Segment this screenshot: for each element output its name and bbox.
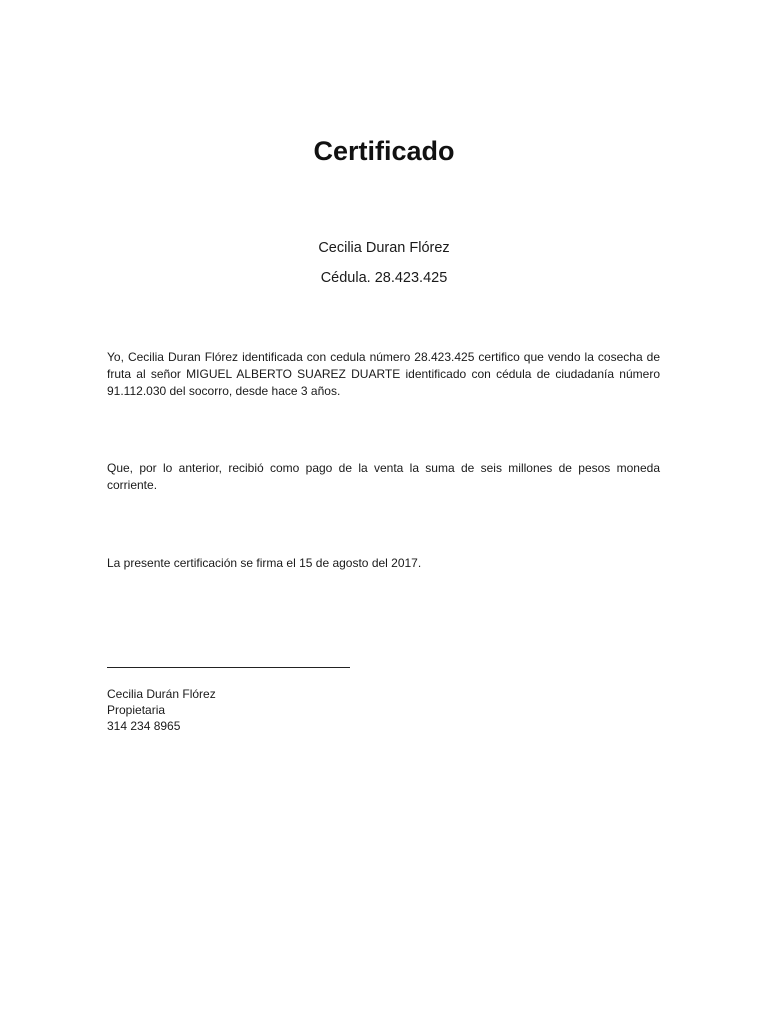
signature-phone: 314 234 8965 — [107, 719, 181, 733]
signature-role: Propietaria — [107, 703, 166, 717]
signature-name: Cecilia Durán Flórez — [107, 687, 216, 701]
issuer-id-number: Cédula. 28.423.425 — [320, 270, 448, 286]
body-paragraph-date: La presente certificación se firma el 15 de agosto del 2017. — [107, 556, 422, 570]
body-paragraph-declaration: Yo, Cecilia Duran Flórez identificada con cedula número 28.423.425 certifico que vendo la cosecha de fruta al señor MIGUEL ALBERTO SUAREZ DUARTE identificado con cédula de ciudadanía número 91.112.030 del socorro, desde hace 3 años. — [107, 350, 660, 398]
document-title: Certificado — [313, 136, 455, 166]
signature-line — [107, 667, 350, 668]
issuer-name: Cecilia Duran Flórez — [318, 240, 450, 256]
body-paragraph-payment: Que, por lo anterior, recibió como pago de la venta la suma de seis millones de pesos moneda corriente. — [107, 461, 660, 492]
signature-block — [107, 686, 216, 734]
